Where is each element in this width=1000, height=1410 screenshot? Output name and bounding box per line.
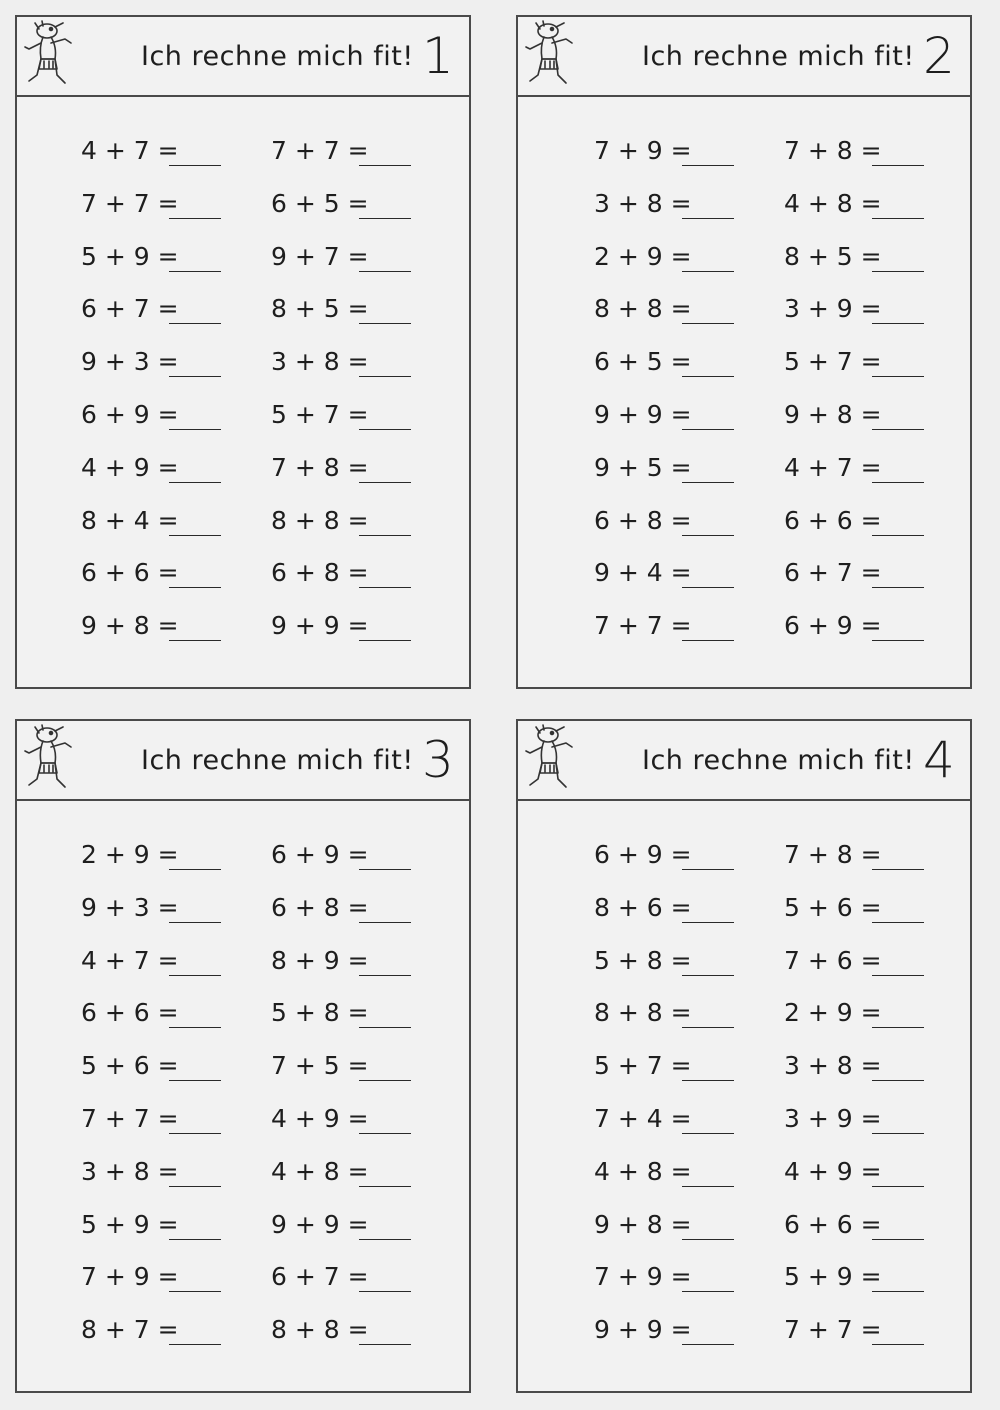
- problem-expression: 6 + 5 =: [271, 188, 369, 218]
- card-header: [17, 721, 469, 801]
- answer-blank[interactable]: [872, 505, 924, 536]
- answer-blank[interactable]: [872, 610, 924, 641]
- problem-item: [271, 241, 461, 294]
- problem-item: [81, 892, 271, 945]
- problem-item: [594, 293, 784, 346]
- problem-expression: 5 + 7 =: [594, 1051, 692, 1081]
- problem-item: [784, 839, 974, 892]
- problem-expression: 5 + 8 =: [271, 998, 369, 1028]
- problem-expression: 4 + 8 =: [594, 1156, 692, 1186]
- problem-item: [271, 1156, 461, 1209]
- card-number: 3: [422, 731, 454, 789]
- problem-item: [784, 557, 974, 610]
- answer-blank[interactable]: [359, 399, 411, 430]
- problem-item: [594, 188, 784, 241]
- problem-item: [81, 346, 271, 399]
- problem-item: [594, 997, 784, 1050]
- card-title: Ich rechne mich fit!: [141, 745, 414, 776]
- problem-expression: 4 + 9 =: [271, 1103, 369, 1133]
- problem-item: [271, 1103, 461, 1156]
- problem-expression: 7 + 7 =: [594, 611, 692, 641]
- problem-expression: 9 + 9 =: [271, 611, 369, 641]
- problem-expression: 9 + 8 =: [81, 611, 179, 641]
- problem-expression: 9 + 3 =: [81, 347, 179, 377]
- card-number: 2: [923, 27, 955, 85]
- answer-blank[interactable]: [359, 1156, 411, 1187]
- problem-item: [271, 505, 461, 558]
- problem-item: [81, 1314, 271, 1367]
- card-title: Ich rechne mich fit!: [642, 745, 915, 776]
- problem-item: [784, 1261, 974, 1314]
- problem-item: [594, 557, 784, 610]
- problem-item: [784, 188, 974, 241]
- answer-blank[interactable]: [169, 188, 221, 219]
- problem-expression: 9 + 9 =: [594, 399, 692, 429]
- problem-item: [784, 1314, 974, 1367]
- problem-item: [81, 557, 271, 610]
- problem-item: [594, 1103, 784, 1156]
- problem-expression: 9 + 7 =: [271, 241, 369, 271]
- answer-blank[interactable]: [872, 452, 924, 483]
- problem-expression: 6 + 6 =: [81, 558, 179, 588]
- card-header: [17, 17, 469, 97]
- problem-expression: 7 + 7 =: [271, 136, 369, 165]
- answer-blank[interactable]: [872, 1103, 924, 1134]
- problem-expression: 4 + 9 =: [81, 452, 179, 482]
- problem-item: [271, 1261, 461, 1314]
- problem-item: [594, 1050, 784, 1103]
- answer-blank[interactable]: [872, 1261, 924, 1292]
- problem-expression: 3 + 9 =: [784, 294, 882, 324]
- answer-blank[interactable]: [872, 346, 924, 377]
- answer-blank[interactable]: [169, 1103, 221, 1134]
- problem-item: [594, 1156, 784, 1209]
- problem-item: [784, 945, 974, 998]
- problem-expression: 4 + 8 =: [784, 188, 882, 218]
- problem-expression: 9 + 9 =: [271, 1209, 369, 1239]
- problem-item: [271, 945, 461, 998]
- problem-item: [784, 293, 974, 346]
- answer-blank[interactable]: [359, 557, 411, 588]
- problem-expression: 5 + 6 =: [81, 1051, 179, 1081]
- answer-blank[interactable]: [169, 399, 221, 430]
- problem-expression: 6 + 8 =: [271, 892, 369, 922]
- problem-expression: 8 + 4 =: [81, 505, 179, 535]
- answer-blank[interactable]: [169, 839, 221, 870]
- answer-blank[interactable]: [359, 892, 411, 923]
- problem-item: [271, 557, 461, 610]
- answer-blank[interactable]: [682, 997, 734, 1028]
- problem-item: [271, 610, 461, 663]
- problem-item: [81, 452, 271, 505]
- problem-expression: 3 + 8 =: [271, 347, 369, 377]
- answer-blank[interactable]: [872, 557, 924, 588]
- answer-blank[interactable]: [359, 241, 411, 272]
- answer-blank[interactable]: [169, 610, 221, 641]
- answer-blank[interactable]: [872, 293, 924, 324]
- answer-blank[interactable]: [169, 1261, 221, 1292]
- problem-expression: 6 + 7 =: [271, 1262, 369, 1292]
- answer-blank[interactable]: [872, 1050, 924, 1081]
- problem-item: [271, 997, 461, 1050]
- problem-expression: 8 + 7 =: [81, 1315, 179, 1345]
- problem-item: [81, 945, 271, 998]
- problem-expression: 6 + 6 =: [784, 505, 882, 535]
- problem-grid: [594, 839, 974, 1367]
- problem-item: [594, 399, 784, 452]
- answer-blank[interactable]: [169, 1050, 221, 1081]
- answer-blank[interactable]: [682, 188, 734, 219]
- answer-blank[interactable]: [682, 839, 734, 870]
- answer-blank[interactable]: [872, 399, 924, 430]
- problem-expression: 9 + 8 =: [784, 399, 882, 429]
- problem-expression: 5 + 8 =: [594, 945, 692, 975]
- problem-item: [271, 892, 461, 945]
- mascot-icon: [522, 723, 578, 797]
- answer-blank[interactable]: [872, 188, 924, 219]
- answer-blank[interactable]: [682, 1209, 734, 1240]
- problem-expression: 8 + 9 =: [271, 945, 369, 975]
- answer-blank[interactable]: [359, 839, 411, 870]
- problem-expression: 6 + 9 =: [81, 399, 179, 429]
- problem-expression: 3 + 8 =: [594, 188, 692, 218]
- answer-blank[interactable]: [682, 945, 734, 976]
- problem-item: [271, 346, 461, 399]
- problem-item: [594, 1261, 784, 1314]
- problem-expression: 7 + 6 =: [784, 945, 882, 975]
- problem-expression: 5 + 9 =: [81, 241, 179, 271]
- problem-expression: 4 + 8 =: [271, 1156, 369, 1186]
- problem-item: [784, 610, 974, 663]
- answer-blank[interactable]: [682, 399, 734, 430]
- problem-item: [271, 839, 461, 892]
- answer-blank[interactable]: [359, 1261, 411, 1292]
- answer-blank[interactable]: [682, 505, 734, 536]
- answer-blank[interactable]: [682, 452, 734, 483]
- answer-blank[interactable]: [682, 1050, 734, 1081]
- answer-blank[interactable]: [872, 1314, 924, 1345]
- answer-blank[interactable]: [682, 1314, 734, 1345]
- answer-blank[interactable]: [169, 1314, 221, 1345]
- problem-item: [784, 892, 974, 945]
- problem-item: [784, 399, 974, 452]
- card-header: [518, 17, 970, 97]
- answer-blank[interactable]: [169, 293, 221, 324]
- problem-item: [81, 1050, 271, 1103]
- problem-expression: 7 + 4 =: [594, 1103, 692, 1133]
- answer-blank[interactable]: [359, 1209, 411, 1240]
- answer-blank[interactable]: [682, 346, 734, 377]
- problem-expression: 5 + 7 =: [784, 347, 882, 377]
- problem-item: [594, 1314, 784, 1367]
- problem-item: [594, 452, 784, 505]
- answer-blank[interactable]: [682, 135, 734, 166]
- problem-expression: 3 + 9 =: [784, 1103, 882, 1133]
- answer-blank[interactable]: [872, 1156, 924, 1187]
- problem-expression: 9 + 9 =: [594, 1315, 692, 1345]
- problem-item: [784, 1209, 974, 1262]
- problem-expression: 3 + 8 =: [784, 1051, 882, 1081]
- problem-expression: 8 + 6 =: [594, 892, 692, 922]
- problem-item: [594, 135, 784, 188]
- problem-item: [784, 1156, 974, 1209]
- problem-expression: 4 + 7 =: [784, 452, 882, 482]
- mascot-icon: [21, 723, 77, 797]
- answer-blank[interactable]: [169, 945, 221, 976]
- problem-expression: 2 + 9 =: [81, 840, 179, 869]
- problem-expression: 8 + 5 =: [271, 294, 369, 324]
- problem-expression: 7 + 8 =: [271, 452, 369, 482]
- problem-expression: 3 + 8 =: [81, 1156, 179, 1186]
- problem-item: [81, 188, 271, 241]
- problem-expression: 8 + 8 =: [594, 998, 692, 1028]
- problem-expression: 6 + 9 =: [594, 840, 692, 869]
- problem-item: [81, 997, 271, 1050]
- answer-blank[interactable]: [872, 135, 924, 166]
- answer-blank[interactable]: [872, 997, 924, 1028]
- answer-blank[interactable]: [359, 293, 411, 324]
- problem-item: [784, 241, 974, 294]
- problem-item: [594, 241, 784, 294]
- problem-item: [81, 399, 271, 452]
- problem-expression: 8 + 5 =: [784, 241, 882, 271]
- answer-blank[interactable]: [359, 505, 411, 536]
- problem-item: [81, 293, 271, 346]
- answer-blank[interactable]: [682, 1261, 734, 1292]
- problem-item: [81, 1156, 271, 1209]
- answer-blank[interactable]: [872, 892, 924, 923]
- problem-item: [81, 135, 271, 188]
- worksheet-card-3: [15, 719, 471, 1393]
- answer-blank[interactable]: [872, 839, 924, 870]
- problem-expression: 6 + 7 =: [784, 558, 882, 588]
- card-number: 1: [422, 27, 454, 85]
- problem-item: [271, 293, 461, 346]
- problem-item: [271, 1209, 461, 1262]
- problem-expression: 6 + 7 =: [81, 294, 179, 324]
- answer-blank[interactable]: [359, 945, 411, 976]
- problem-item: [594, 839, 784, 892]
- problem-item: [784, 135, 974, 188]
- problem-expression: 7 + 7 =: [81, 188, 179, 218]
- answer-blank[interactable]: [682, 293, 734, 324]
- card-header: [518, 721, 970, 801]
- answer-blank[interactable]: [359, 135, 411, 166]
- problem-item: [594, 610, 784, 663]
- problem-expression: 2 + 9 =: [594, 241, 692, 271]
- answer-blank[interactable]: [359, 346, 411, 377]
- problem-item: [594, 892, 784, 945]
- mascot-icon: [21, 19, 77, 93]
- answer-blank[interactable]: [169, 241, 221, 272]
- problem-item: [784, 346, 974, 399]
- problem-expression: 7 + 5 =: [271, 1051, 369, 1081]
- problem-item: [784, 997, 974, 1050]
- problem-item: [81, 1261, 271, 1314]
- mascot-icon: [522, 19, 578, 93]
- problem-expression: 4 + 7 =: [81, 945, 179, 975]
- problem-item: [81, 505, 271, 558]
- problem-item: [594, 505, 784, 558]
- problem-expression: 6 + 9 =: [271, 840, 369, 869]
- answer-blank[interactable]: [682, 610, 734, 641]
- problem-expression: 6 + 9 =: [784, 611, 882, 641]
- answer-blank[interactable]: [682, 1156, 734, 1187]
- answer-blank[interactable]: [359, 188, 411, 219]
- problem-item: [81, 610, 271, 663]
- problem-item: [784, 505, 974, 558]
- answer-blank[interactable]: [169, 892, 221, 923]
- problem-expression: 5 + 6 =: [784, 892, 882, 922]
- problem-item: [594, 1209, 784, 1262]
- problem-expression: 9 + 5 =: [594, 452, 692, 482]
- problem-grid: [81, 135, 461, 663]
- problem-item: [784, 452, 974, 505]
- problem-expression: 7 + 9 =: [594, 136, 692, 165]
- answer-blank[interactable]: [169, 505, 221, 536]
- problem-grid: [594, 135, 974, 663]
- problem-expression: 7 + 7 =: [81, 1103, 179, 1133]
- problem-expression: 8 + 8 =: [271, 505, 369, 535]
- answer-blank[interactable]: [359, 1050, 411, 1081]
- problem-item: [594, 346, 784, 399]
- problem-expression: 7 + 9 =: [81, 1262, 179, 1292]
- worksheet-card-4: [516, 719, 972, 1393]
- answer-blank[interactable]: [682, 557, 734, 588]
- problem-expression: 6 + 8 =: [271, 558, 369, 588]
- problem-expression: 6 + 8 =: [594, 505, 692, 535]
- problem-expression: 5 + 9 =: [784, 1262, 882, 1292]
- answer-blank[interactable]: [169, 135, 221, 166]
- problem-expression: 5 + 7 =: [271, 399, 369, 429]
- problem-item: [81, 1103, 271, 1156]
- problem-item: [271, 452, 461, 505]
- problem-expression: 9 + 4 =: [594, 558, 692, 588]
- answer-blank[interactable]: [359, 1314, 411, 1345]
- problem-grid: [81, 839, 461, 1367]
- problem-expression: 9 + 3 =: [81, 892, 179, 922]
- answer-blank[interactable]: [872, 1209, 924, 1240]
- problem-item: [784, 1050, 974, 1103]
- answer-blank[interactable]: [872, 241, 924, 272]
- worksheet-card-1: [15, 15, 471, 689]
- problem-item: [594, 945, 784, 998]
- answer-blank[interactable]: [359, 997, 411, 1028]
- problem-expression: 4 + 7 =: [81, 136, 179, 165]
- worksheet-card-2: [516, 15, 972, 689]
- answer-blank[interactable]: [359, 452, 411, 483]
- problem-expression: 6 + 6 =: [81, 998, 179, 1028]
- card-title: Ich rechne mich fit!: [642, 41, 915, 72]
- problem-item: [271, 188, 461, 241]
- problem-item: [81, 1209, 271, 1262]
- problem-item: [271, 1314, 461, 1367]
- answer-blank[interactable]: [359, 610, 411, 641]
- answer-blank[interactable]: [169, 1156, 221, 1187]
- problem-item: [81, 241, 271, 294]
- problem-item: [784, 1103, 974, 1156]
- answer-blank[interactable]: [169, 997, 221, 1028]
- answer-blank[interactable]: [169, 346, 221, 377]
- answer-blank[interactable]: [169, 1209, 221, 1240]
- problem-expression: 7 + 7 =: [784, 1315, 882, 1345]
- problem-item: [81, 839, 271, 892]
- problem-expression: 2 + 9 =: [784, 998, 882, 1028]
- problem-item: [271, 135, 461, 188]
- problem-expression: 6 + 5 =: [594, 347, 692, 377]
- answer-blank[interactable]: [682, 241, 734, 272]
- problem-expression: 7 + 8 =: [784, 136, 882, 165]
- problem-expression: 6 + 6 =: [784, 1209, 882, 1239]
- answer-blank[interactable]: [359, 1103, 411, 1134]
- problem-expression: 8 + 8 =: [594, 294, 692, 324]
- problem-expression: 5 + 9 =: [81, 1209, 179, 1239]
- problem-expression: 4 + 9 =: [784, 1156, 882, 1186]
- card-title: Ich rechne mich fit!: [141, 41, 414, 72]
- answer-blank[interactable]: [872, 945, 924, 976]
- answer-blank[interactable]: [682, 1103, 734, 1134]
- answer-blank[interactable]: [682, 892, 734, 923]
- card-number: 4: [923, 731, 955, 789]
- answer-blank[interactable]: [169, 557, 221, 588]
- answer-blank[interactable]: [169, 452, 221, 483]
- problem-expression: 8 + 8 =: [271, 1315, 369, 1345]
- problem-expression: 9 + 8 =: [594, 1209, 692, 1239]
- problem-item: [271, 399, 461, 452]
- problem-item: [271, 1050, 461, 1103]
- problem-expression: 7 + 8 =: [784, 840, 882, 869]
- problem-expression: 7 + 9 =: [594, 1262, 692, 1292]
